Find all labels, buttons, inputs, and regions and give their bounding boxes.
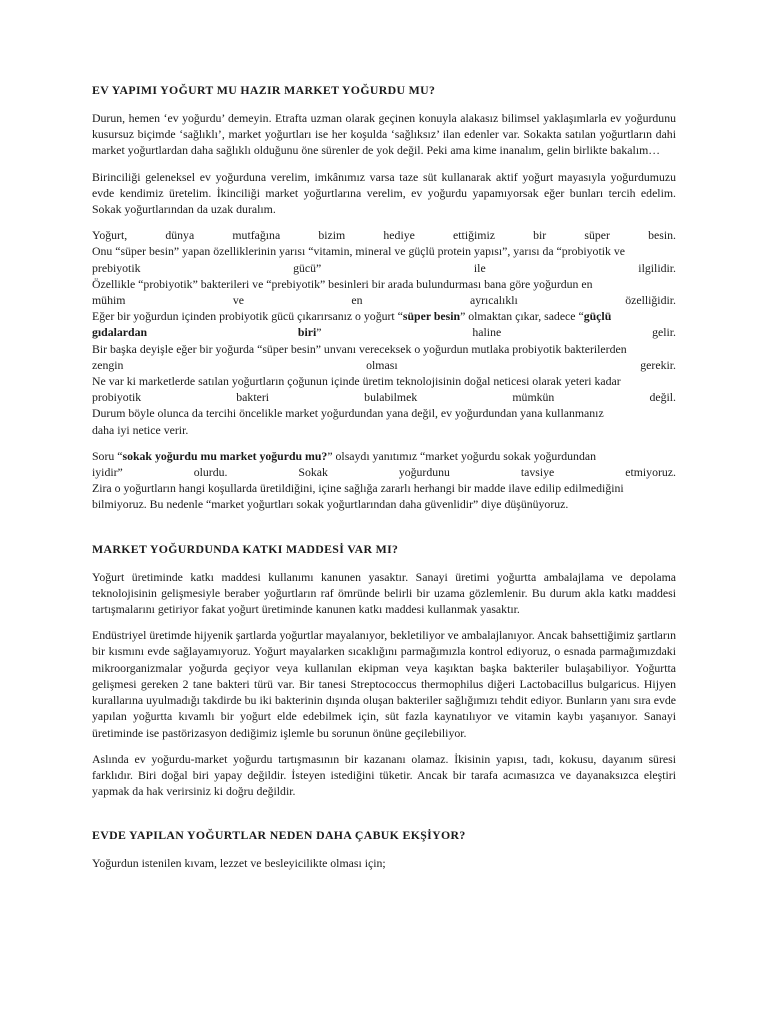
paragraph <box>92 227 676 438</box>
document-content <box>92 82 676 872</box>
text-line: Onu “süper besin” yapan özelliklerinin yarısı “vitamin, mineral ve güçlü protein yapısı”, yarısı da “probiyotik ve <box>92 244 625 259</box>
paragraph: Yoğurdun istenilen kıvam, lezzet ve besleyicilikte olması için; <box>92 856 386 871</box>
text-line: gıdalardan biri” haline gelir. <box>92 325 677 340</box>
text-line: daha iyi netice verir. <box>92 422 189 437</box>
text-line: probiyotik bakteri bulabilmek mümkün değil. <box>92 390 676 405</box>
text-line: Ne var ki marketlerde satılan yoğurtların çoğunun içinde üretim teknolojisinin doğal neticesi olarak yeteri kadar <box>92 374 621 389</box>
text-line: mühim ve en ayrıcalıklı özelliğidir. <box>92 293 676 308</box>
section-heading: EVDE YAPILAN YOĞURTLAR NEDEN DAHA ÇABUK EKŞİYOR? <box>92 828 466 843</box>
text-line: Özellikle “probiyotik” bakterileri ve “prebiyotik” besinleri bir arada bulundurması bana göre yoğurdun en <box>92 276 593 291</box>
bold-term: süper besin <box>402 309 461 324</box>
text-line: zengin olması gerekir. <box>92 357 676 372</box>
bold-term: sokak yoğurdu mu market yoğurdu mu? <box>122 448 328 463</box>
text-line: bilmiyoruz. Bu nedenle “market yoğurtları sokak yoğurtlarından daha güvenlidir” diye düşünüyoruz. <box>92 497 569 512</box>
text-line: prebiyotik gücü” ile ilgilidir. <box>92 260 676 275</box>
paragraph: Endüstriyel üretimde hijyenik şartlarda yoğurtlar mayalanıyor, bekletiliyor ve ambalajlanıyor. Ancak bahsettiğimiz şartların bir kısmını evde sağlayamıyoruz. Yoğurt mayalarken sıcaklığını parmağımızla kontrol ediyoruz, o esnada parmağımızdaki mikroorganizmalar yoğurda geçiyor veya kullanılan ekipman veya kaşıktan başka bakteriler bulaşabiliyor. Yoğurtta gelişmesi gereken 2 tane bakteri türü var. Bir tanesi Streptococcus thermophilus diğeri Lactobacillus bulgaricus. Hijyen kurallarına uyulmadığı takdirde bu iki bakterinin dışında oluşan bakteriler sağlığımızı tehdit ediyor. Bunların yanı sıra evde yapılan yoğurtta kıvamlı bir yoğurt elde edebilmek için, süt fazla kaynatılıyor ve vitamin kaybı yaşanıyor. Sanayi üretiminde ise pastörizasyon dediğimiz işlemle bu sorunun önüne geçilebiliyor. <box>92 628 676 740</box>
text-line: iyidir” olurdu. Sokak yoğurdunu tavsiye etmiyoruz. <box>92 465 676 480</box>
section-heading: EV YAPIMI YOĞURT MU HAZIR MARKET YOĞURDU MU? <box>92 83 436 97</box>
bold-term: güçlü <box>583 309 612 324</box>
paragraph: Birinciliği geleneksel ev yoğurduna verelim, imkânımız varsa taze süt kullanarak aktif yoğurt mayasıyla yoğurdumuzu evde kendimiz üretelim. İkinciliği market yoğurtlarına verelim, ev yoğurdu yapamıyorsak eğer bunları tercih edelim. Sokak yoğurtlarından da uzak duralım. <box>92 169 676 217</box>
paragraph <box>92 448 676 513</box>
paragraph: Aslında ev yoğurdu-market yoğurdu tartışmasının bir kazananı olamaz. İkisinin yapısı, tadı, kokusu, dayanım süresi farklıdır. Biri doğal biri yapay değildir. İsteyen istediğini tüketir. Ancak bir tarafa acımasızca ve dayanaksızca eleştiri yapmak da hak verirsiniz ki doğru değildir. <box>92 751 676 799</box>
text-line: Zira o yoğurtların hangi koşullarda üretildiğini, içine sağlığa zararlı herhangi bir madde ilave edilip edilmediğini <box>92 481 624 496</box>
bold-term: gıdalardan biri <box>92 325 317 340</box>
text-line: Soru “sokak yoğurdu mu market yoğurdu mu?” olsaydı yanıtımız “market yoğurdu sokak yoğurdundan <box>92 448 596 463</box>
text-line: Yoğurt, dünya mutfağına bizim hediye ettiğimiz bir süper besin. <box>92 228 676 243</box>
text-line: Durum böyle olunca da tercihi öncelikle market yoğurdundan yana değil, ev yoğurdundan yana kullanmanız <box>92 406 604 421</box>
text-line: Bir başka deyişle eğer bir yoğurda “süper besin” unvanı vereceksek o yoğurdun mutlaka probiyotik bakterilerden <box>92 341 627 356</box>
paragraph: Yoğurt üretiminde katkı maddesi kullanımı kanunen yasaktır. Sanayi üretimi yoğurtta ambalajlama ve depolama teknolojisinin gelişmesiyle beraber yoğurtların raf ömründe belirli bir uzama gözlemlenir. Bu durum akla katkı maddesi tartışmalarını getiriyor fakat yoğurt üretiminde kanunen katkı maddesi kullanmak yasaktır. <box>92 569 676 617</box>
text-line: Eğer bir yoğurdun içinden probiyotik gücü çıkarırsanız o yoğurt “süper besin” olmaktan çıkar, sadece “güçlü <box>92 309 612 324</box>
section-heading: MARKET YOĞURDUNDA KATKI MADDESİ VAR MI? <box>92 541 399 556</box>
paragraph: Durun, hemen ‘ev yoğurdu’ demeyin. Etrafta uzman olarak geçinen konuyla alakasız bilimsel yaklaşımlarla ev yoğurdunu kusursuz biçimde ‘sağlıklı’, market yoğurtları ise her koşulda ‘sağlıksız’ ilan edenler var. Sokakta satılan yoğurtların dahi market yoğurtlardan daha sağlıklı olduğunu öne sürenler de yok değil. Peki ama kime inanalım, gelin birlikte bakalım… <box>92 111 676 158</box>
